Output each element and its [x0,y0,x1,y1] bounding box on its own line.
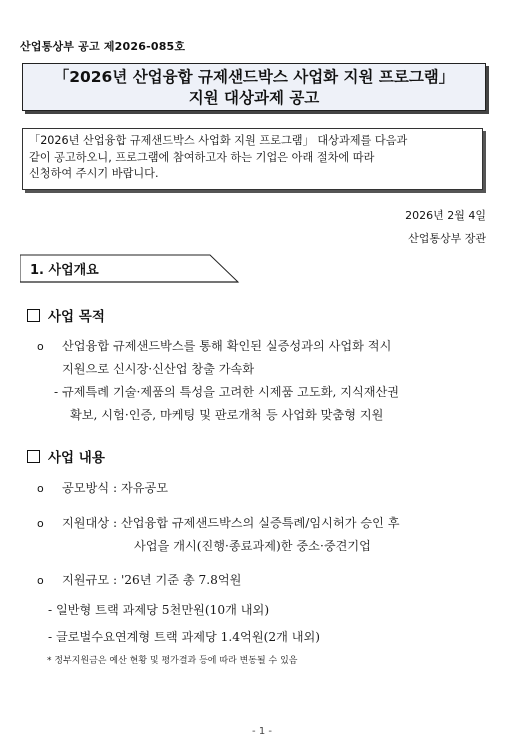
document-number: 산업통상부 공고 제2026-085호 [20,40,186,53]
intro-line-3: 신청하여 주시기 바랍니다. [29,167,159,181]
purpose-item-2-line-1: - 규제특례 기술·제품의 특성을 고려한 시제품 고도화, 지식재산권 [54,385,400,399]
content-method: 공모방식 : 자유공모 [62,481,169,495]
announcement-date: 2026년 2월 4일 [405,209,486,222]
purpose-item-1-line-2: 지원으로 신시장·신산업 창출 가속화 [62,362,255,376]
bullet-circle-icon: o [37,340,44,353]
content-track-2: - 글로벌수요연계형 트랙 과제당 1.4억원(2개 내외) [48,630,321,644]
issuer: 산업통상부 장관 [408,232,486,245]
title-line-2: 지원 대상과제 공고 [188,89,320,107]
section-title: 1. 사업개요 [30,263,99,278]
purpose-heading-label: 사업 목적 [48,309,105,325]
section-header-overview [20,254,238,282]
checkbox-square-icon [27,450,40,463]
content-target-line-2: 사업을 개시(진행·종료과제)한 중소·중견기업 [134,539,371,553]
purpose-item-1-line-1: 산업융합 규제샌드박스를 통해 확인된 실증성과의 사업화 적시 [62,339,392,353]
footnote: * 정부지원금은 예산 현황 및 평가결과 등에 따라 변동될 수 있음 [47,656,298,666]
intro-line-1: 「2026년 산업융합 규제샌드박스 사업화 지원 프로그램」 대상과제를 다음과 [29,134,408,147]
title-box [22,63,486,111]
title-line-1: 「2026년 산업융합 규제샌드박스 사업화 지원 프로그램」 [53,68,455,86]
content-track-1: - 일반형 트랙 과제당 5천만원(10개 내외) [48,603,270,617]
bullet-circle-icon: o [37,574,44,587]
content-target-line-1: 지원대상 : 산업융합 규제샌드박스의 실증특례/임시허가 승인 후 [62,516,400,530]
content-scale: 지원규모 : '26년 기준 총 7.8억원 [62,573,242,587]
content-heading-label: 사업 내용 [48,450,105,466]
bullet-circle-icon: o [37,482,44,495]
page-number: - 1 - [252,726,272,737]
intro-box [22,128,483,190]
content-heading [27,446,105,466]
checkbox-square-icon [27,309,40,322]
purpose-item-2-line-2: 확보, 시험·인증, 마케팅 및 판로개척 등 사업화 맞춤형 지원 [70,408,384,422]
purpose-heading [27,305,105,325]
intro-line-2: 같이 공고하오니, 프로그램에 참여하고자 하는 기업은 아래 절차에 따라 [29,150,375,164]
bullet-circle-icon: o [37,517,44,530]
